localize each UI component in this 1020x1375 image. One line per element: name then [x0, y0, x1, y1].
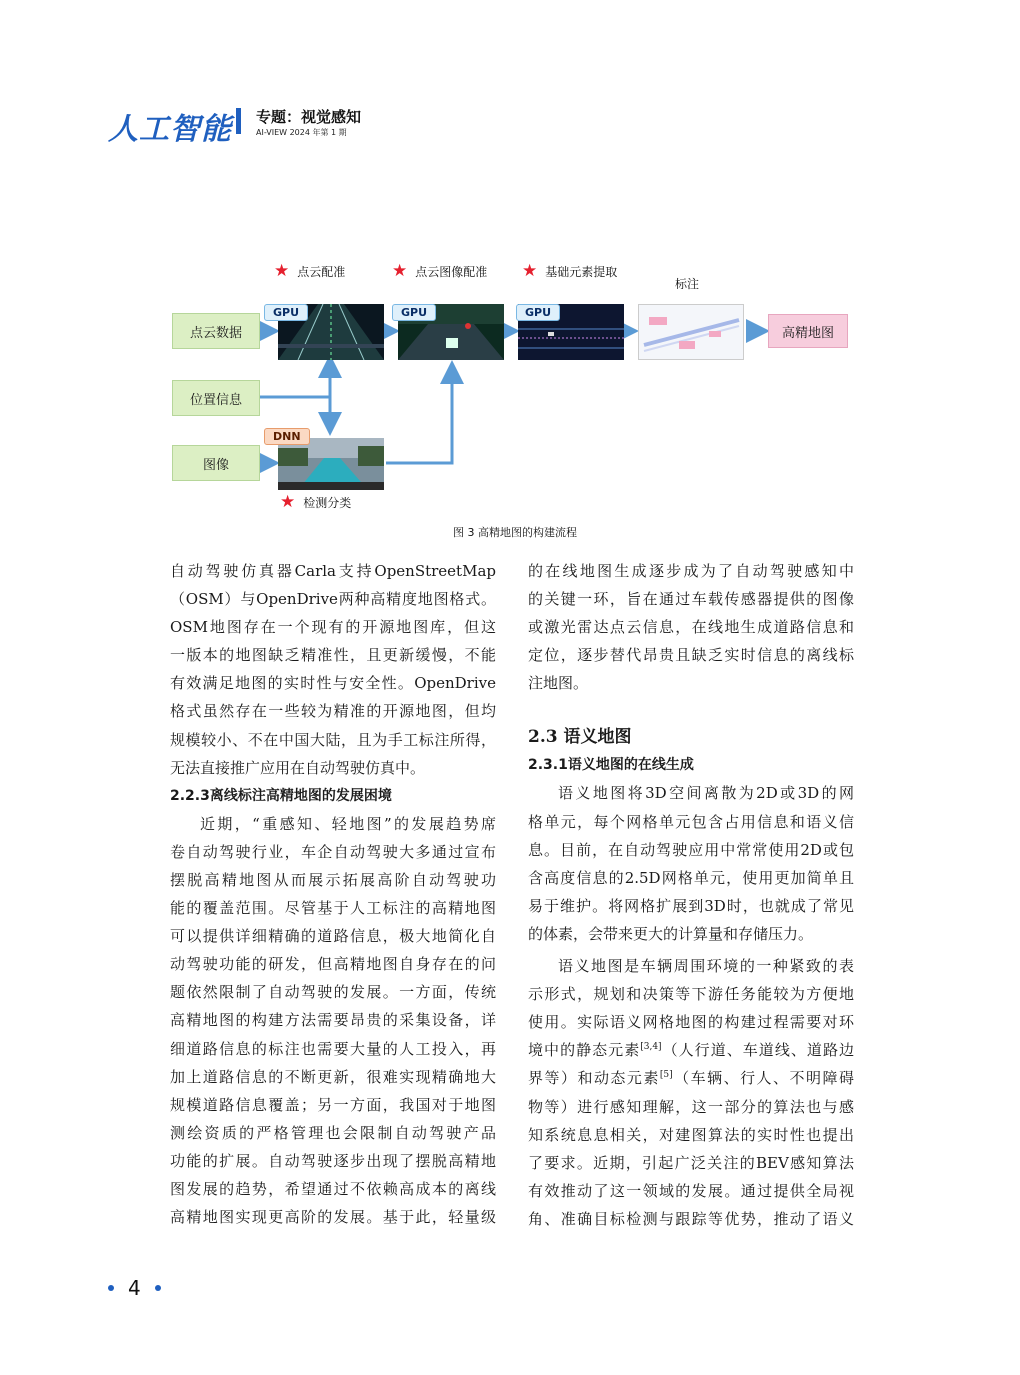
- paragraph-line: 功能的扩展。自动驾驶逐步出现了摆脱高精地: [170, 1151, 496, 1170]
- paragraph-line: 一版本的地图缺乏精准性，且更新缓慢，不能: [170, 646, 496, 665]
- star-label-registration: ★ 点云配准: [274, 261, 346, 281]
- section-heading-2-2-3: 2.2.3离线标注高精地图的发展困境: [170, 787, 392, 804]
- star-label-extraction: ★ 基础元素提取: [522, 261, 618, 281]
- paragraph-line: 物等）进行感知理解，这一部分的算法也与感: [528, 1097, 854, 1116]
- left-column: [170, 557, 496, 1231]
- detection-classification-image: [278, 438, 384, 494]
- section-heading-2-3: 2.3 语义地图: [528, 727, 632, 748]
- figure-3: [170, 258, 860, 539]
- citation: [3,4]: [640, 1042, 662, 1053]
- page-number: 4: [108, 1276, 161, 1300]
- star-label-image-registration: ★ 点云图像配准: [392, 261, 488, 281]
- section-heading-2-3-1: 2.3.1语义地图的在线生成: [528, 757, 694, 774]
- paragraph-line: 界等）和动态元素[5]（车辆、行人、不明障碍: [528, 1069, 854, 1088]
- paragraph-line: 题依然限制了自动驾驶的发展。一方面，传统: [170, 983, 496, 1002]
- paragraph-line: 有效满足地图的实时性与安全性。OpenDrive: [170, 674, 496, 693]
- paragraph-line: 的在线地图生成逐步成为了自动驾驶感知中: [528, 562, 854, 580]
- figure-caption: 图 3 高精地图的构建流程: [453, 526, 577, 539]
- paragraph-line: 卷自动驾驶行业，车企自动驾驶大多通过宣布: [170, 842, 496, 861]
- citation: [5]: [659, 1070, 673, 1081]
- paragraph-line: 示形式，规划和决策等下游任务能较为方便地: [528, 985, 854, 1004]
- paragraph-line: 的体素，会带来更大的计算量和存储压力。: [528, 924, 814, 943]
- header-divider: [236, 108, 241, 134]
- star-icon: ★: [274, 261, 290, 281]
- star-label-detection: ★ 检测分类: [280, 492, 352, 512]
- journal-logo: 人工智能: [108, 112, 232, 147]
- paragraph-line: 能的覆盖范围。尽管基于人工标注的高精地图: [170, 899, 496, 918]
- paragraph-line: 了要求。近期，引起广泛关注的BEV感知算法: [528, 1153, 854, 1172]
- paragraph-line: 近期，“重感知、轻地图”的发展趋势席: [200, 814, 496, 833]
- star-icon: ★: [280, 492, 296, 512]
- paragraph-line: 动驾驶功能的研发，但高精地图自身存在的问: [170, 955, 496, 974]
- paragraph-line: 或激光雷达点云信息，在线地生成道路信息和: [528, 618, 854, 637]
- source-box-image: 图像: [172, 445, 260, 481]
- paragraph-line: 可以提供详细精确的道路信息，极大地简化自: [170, 927, 496, 946]
- paragraph-line: 注地图。: [528, 674, 589, 693]
- paragraph-line: 语义地图是车辆周围环境的一种紧致的表: [558, 957, 854, 976]
- paragraph-line: 规模较小、不在中国大陆，且为手工标注所得，: [170, 730, 496, 749]
- paragraph-line: 知系统息息相关，对建图算法的实时性也提出: [528, 1125, 854, 1144]
- destination-box-hdmap: 高精地图: [768, 314, 848, 348]
- paragraph-line: 定位，逐步替代昂贵且缺乏实时信息的离线标: [528, 646, 854, 665]
- paragraph-line: 有效推动了这一领域的发展。通过提供全局视: [528, 1181, 854, 1200]
- right-column: [528, 557, 854, 1233]
- bullet-icon: [108, 1285, 114, 1291]
- gpu-tag-1: GPU: [264, 304, 308, 321]
- paragraph-line: 摆脱高精地图从而展示拓展高阶自动驾驶功: [170, 870, 496, 889]
- gpu-tag-2: GPU: [392, 304, 436, 321]
- paragraph-line: 图发展的趋势，希望通过不依赖高成本的离线: [170, 1179, 496, 1198]
- paragraph-line: （OSM）与OpenDrive两种高精度地图格式。: [170, 590, 496, 609]
- paragraph-line: 格单元，每个网格单元包含占用信息和语义信: [528, 812, 854, 831]
- paragraph-line: 息。目前，在自动驾驶应用中常常使用2D或包: [528, 840, 854, 859]
- arrow-dnn-to-gpu2: [386, 366, 452, 463]
- header-topic: 专题：视觉感知: [256, 108, 362, 126]
- paragraph-line: 境中的静态元素[3,4]（人行道、车道线、道路边: [528, 1041, 854, 1060]
- paragraph-line: 高精地图的构建方法需要昂贵的采集设备，详: [170, 1011, 496, 1030]
- paragraph-line: 的关键一环，旨在通过车载传感器提供的图像: [528, 590, 854, 609]
- paragraph-line: 规模道路信息覆盖；另一方面，我国对于地图: [170, 1095, 496, 1114]
- paragraph-line: 细道路信息的标注也需要大量的人工投入，再: [170, 1039, 496, 1058]
- paragraph-line: 测绘资质的严格管理也会限制自动驾驶产品: [170, 1123, 496, 1142]
- flow-arrows: [170, 258, 860, 520]
- star-icon: ★: [392, 261, 408, 281]
- dnn-tag: DNN: [264, 428, 310, 445]
- paragraph-line: 格式虽然存在一些较为精准的开源地图，但均: [170, 702, 496, 721]
- paragraph-line: 角、准确目标检测与跟踪等优势，推动了语义: [528, 1209, 854, 1228]
- paragraph-line: 自动驾驶仿真器Carla支持OpenStreetMap: [170, 562, 496, 580]
- source-box-pointcloud: 点云数据: [172, 313, 260, 349]
- header-issue: AI-VIEW 2024 年第 1 期: [256, 128, 347, 137]
- paragraph-line: 使用。实际语义网格地图的构建过程需要对环: [528, 1013, 854, 1032]
- paragraph-line: 语义地图将3D空间离散为2D或3D的网: [558, 784, 854, 803]
- paragraph-line: 无法直接推广应用在自动驾驶仿真中。: [170, 758, 426, 777]
- gpu-tag-3: GPU: [516, 304, 560, 321]
- bullet-icon: [155, 1285, 161, 1291]
- paragraph-line: 高精地图实现更高阶的发展。基于此，轻量级: [170, 1208, 496, 1227]
- paragraph-line: 易于维护。将网格扩展到3D时，也就成了常见: [528, 896, 854, 915]
- annotation-label: 标注: [675, 277, 700, 291]
- source-box-position: 位置信息: [172, 380, 260, 416]
- annotation-image: [638, 304, 744, 360]
- star-icon: ★: [522, 261, 538, 281]
- paragraph-line: OSM地图存在一个现有的开源地图库，但这: [170, 618, 496, 637]
- paragraph-line: 加上道路信息的不断更新，很难实现精确地大: [170, 1067, 496, 1086]
- paragraph-line: 含高度信息的2.5D网格单元，使用更加简单且: [528, 868, 854, 887]
